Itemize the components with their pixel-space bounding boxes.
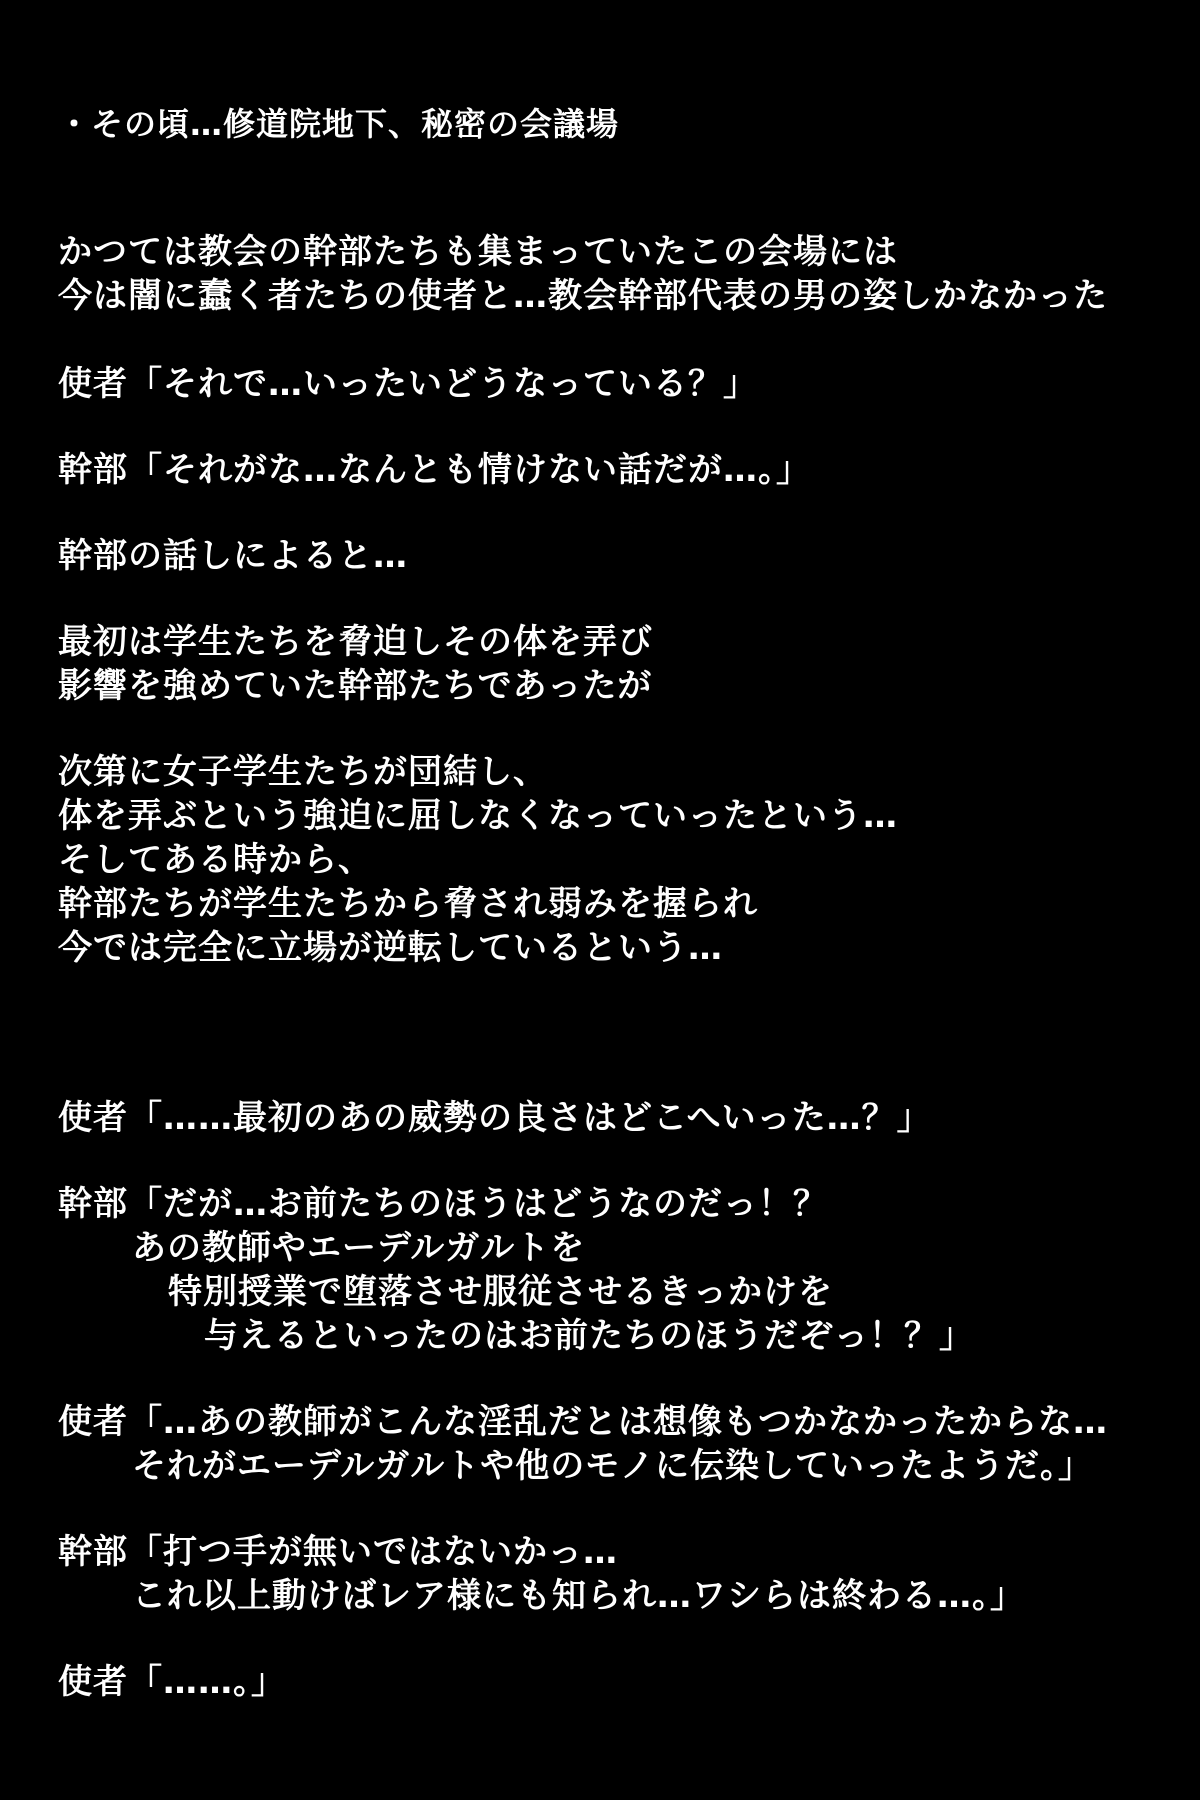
- dialogue-line: 使者「……。」: [58, 1662, 286, 1702]
- dialogue-line: 幹部「だが…お前たちのほうはどうなのだっ！？: [58, 1184, 828, 1224]
- dialogue-line: それがエーデルガルトや他のモノに伝染していったようだ。」: [132, 1446, 1093, 1486]
- narration-line: かつては教会の幹部たちも集まっていたこの会場には: [58, 232, 898, 272]
- dialogue-line: 使者「…あの教師がこんな淫乱だとは想像もつかなかったからな…: [58, 1402, 1108, 1442]
- narration-line: 今は闇に蠢く者たちの使者と…教会幹部代表の男の姿しかなかった: [58, 276, 1108, 316]
- narration-line: 最初は学生たちを脅迫しその体を弄び: [58, 622, 653, 662]
- dialogue-line: 与えるといったのはお前たちのほうだぞっ！？」: [204, 1316, 974, 1356]
- dialogue-line: あの教師やエーデルガルトを: [132, 1228, 586, 1268]
- dialogue-line: 幹部「打つ手が無いではないかっ…: [58, 1532, 618, 1572]
- narration-line: 体を弄ぶという強迫に屈しなくなっていったという…: [58, 796, 898, 836]
- dialogue-line: 使者「それで…いったいどうなっている？」: [58, 364, 758, 404]
- dialogue-line: これ以上動けばレア様にも知られ…ワシらは終わる…。」: [132, 1576, 1025, 1616]
- narration-line: そしてある時から、: [58, 840, 373, 880]
- dialogue-line: 使者「……最初のあの威勢の良さはどこへいった…？」: [58, 1098, 932, 1138]
- narration-line: 幹部たちが学生たちから脅され弱みを握られ: [58, 884, 758, 924]
- narration-line: 次第に女子学生たちが団結し、: [58, 752, 548, 792]
- narration-line: 影響を強めていた幹部たちであったが: [58, 666, 653, 706]
- narration-line: 幹部の話しによると…: [58, 536, 408, 576]
- dialogue-line: 特別授業で堕落させ服従させるきっかけを: [168, 1272, 833, 1312]
- narration-line: 今では完全に立場が逆転しているという…: [58, 928, 723, 968]
- dialogue-line: 幹部「それがな…なんとも情けない話だが…。」: [58, 450, 811, 490]
- scene-heading: ・その頃…修道院地下、秘密の会議場: [58, 105, 620, 143]
